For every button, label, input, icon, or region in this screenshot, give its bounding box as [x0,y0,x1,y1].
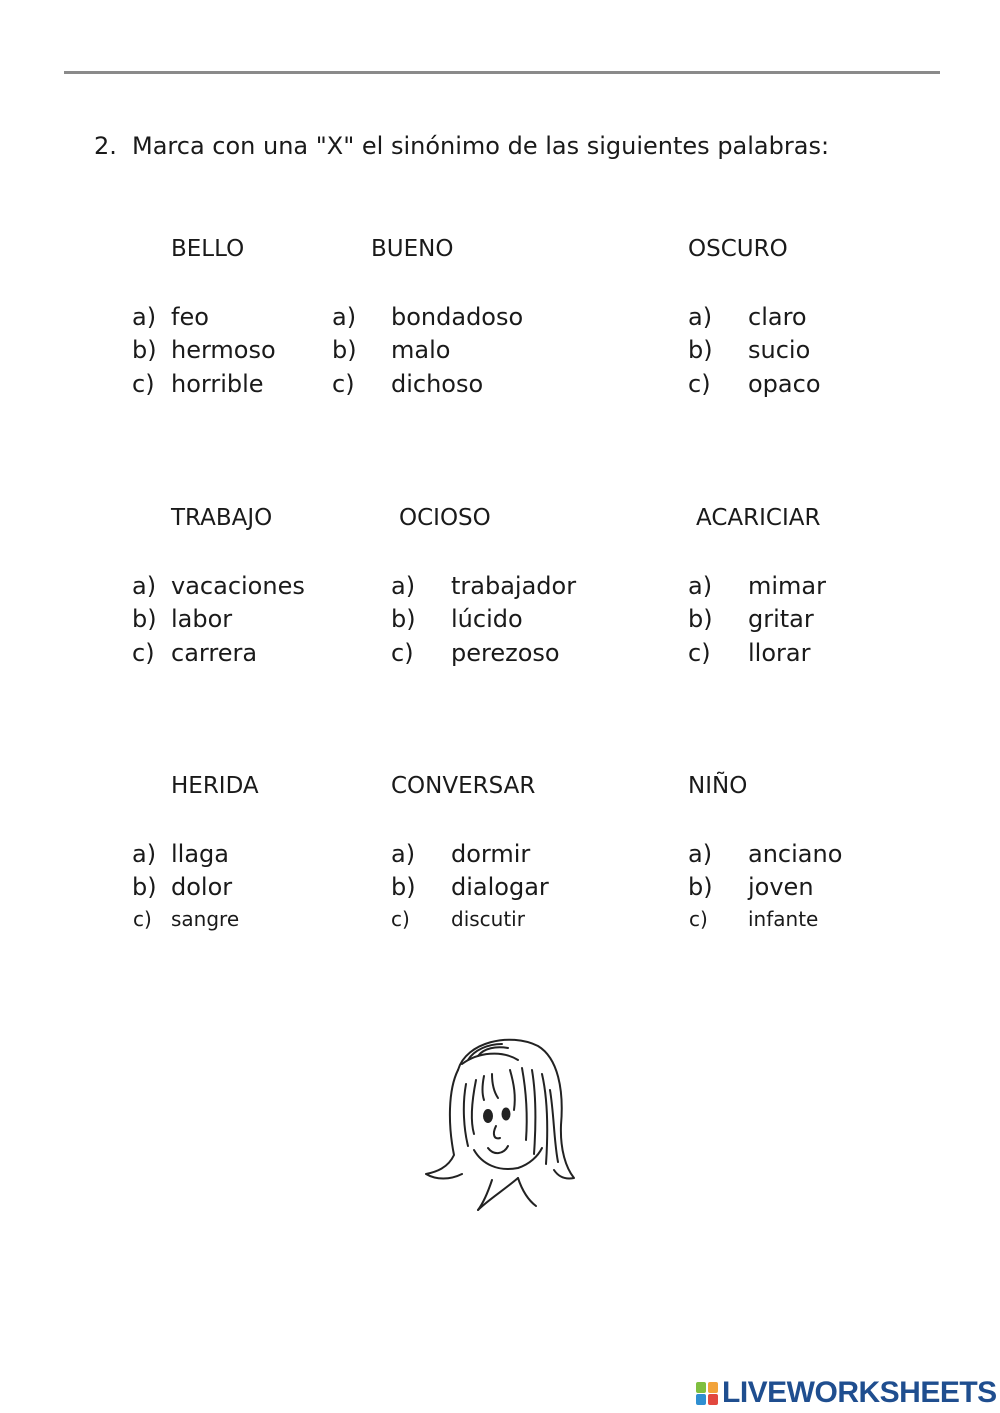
option-letter: b) [391,873,416,901]
option-letter: c) [688,370,711,398]
option-letter: c) [689,907,708,931]
instruction-text: Marca con una "X" el sinónimo de las siguientes palabras: [132,132,830,160]
option-letter: a) [132,572,157,600]
option-letter: c) [133,907,152,931]
option-text: dormir [451,840,531,868]
option-letter: a) [132,303,157,331]
option-letter: c) [332,370,355,398]
option-text: trabajador [451,572,577,600]
option-letter: b) [132,873,157,901]
option-text: infante [748,907,819,931]
option-letter: c) [391,639,414,667]
word-heading: BUENO [371,236,454,262]
option-text: labor [171,605,233,633]
option-text: dichoso [391,370,484,398]
option-text: malo [391,336,451,364]
brand-text: LIVEWORKSHEETS [722,1376,997,1409]
option-text: anciano [748,840,843,868]
option-letter: a) [688,303,713,331]
question-number: 2. [94,132,117,160]
option-letter: b) [688,605,713,633]
option-text: feo [171,303,209,331]
option-text: joven [748,873,814,901]
word-heading: BELLO [171,236,245,262]
girl-face-icon [418,1030,583,1215]
top-divider [64,71,940,74]
option-text: mimar [748,572,826,600]
option-text: discutir [451,907,525,931]
option-letter: a) [132,840,157,868]
word-heading: OCIOSO [399,505,491,531]
option-text: bondadoso [391,303,524,331]
option-letter: c) [132,639,155,667]
word-heading: OSCURO [688,236,788,262]
option-letter: b) [332,336,357,364]
option-text: horrible [171,370,264,398]
option-text: hermoso [171,336,276,364]
option-letter: c) [688,639,711,667]
option-letter: b) [391,605,416,633]
option-text: carrera [171,639,258,667]
word-heading: ACARICIAR [696,505,821,531]
option-text: llaga [171,840,229,868]
option-text: lúcido [451,605,523,633]
option-letter: b) [688,873,713,901]
option-text: gritar [748,605,814,633]
option-text: dialogar [451,873,549,901]
word-heading: CONVERSAR [391,773,536,799]
brand-logo [696,1376,997,1410]
option-letter: a) [391,840,416,868]
option-text: dolor [171,873,233,901]
option-letter: c) [132,370,155,398]
word-heading: HERIDA [171,773,259,799]
option-text: llorar [748,639,811,667]
option-text: opaco [748,370,821,398]
option-letter: a) [688,572,713,600]
option-text: perezoso [451,639,560,667]
word-heading: TRABAJO [171,505,273,531]
option-text: sangre [171,907,240,931]
option-letter: a) [332,303,357,331]
word-heading: NIÑO [688,773,748,799]
option-text: vacaciones [171,572,305,600]
option-text: claro [748,303,807,331]
option-letter: a) [391,572,416,600]
option-letter: c) [391,907,410,931]
option-letter: b) [132,605,157,633]
option-letter: b) [132,336,157,364]
liveworksheets-logo-icon [696,1380,720,1406]
instruction [94,132,829,160]
option-letter: a) [688,840,713,868]
option-text: sucio [748,336,811,364]
option-letter: b) [688,336,713,364]
